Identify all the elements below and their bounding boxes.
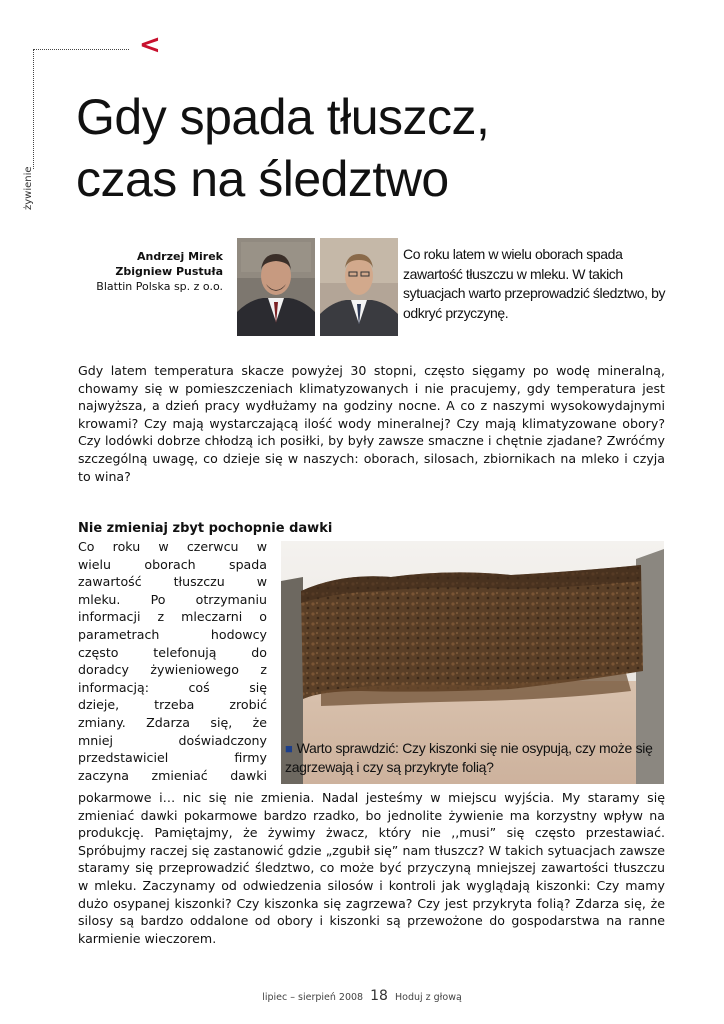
paragraph-2-line: Co roku w czerwcu w [78,539,267,554]
author-photo-1 [237,238,315,336]
author-name-1: Andrzej Mirek [136,250,223,263]
side-dotted-rule [33,49,34,169]
author-block [60,249,223,294]
photo-caption [285,739,665,777]
paragraph-2-line: dzieje, trzeba zrobić [78,697,267,713]
article-title [76,86,489,210]
top-dotted-rule [33,49,129,50]
paragraph-2-line: parametrach hodowcy [78,626,267,642]
title-line-1: Gdy spada tłuszcz, [76,89,490,145]
body-paragraph-1: Gdy latem temperatura skacze powyżej 30 stopni, często sięgamy po wodę mineralną, chowamy się w pomieszczeniach klimatyzowanych i nie pracujemy, gdy temperatura jest najwyższa, a dzień pracy wydłużamy na godziny nocne. A co z naszymi wysokowydajnymi krowami? Czy mają wystarczającą ilość wody mineralnej? Czy mają klimatyzowane obory? Czy lodówki dobrze chłodzą ich posiłki, by były zawsze smaczne i chętnie zjadane? Zwróćmy szczególną uwagę, co dzieje się w naszych: oborach, silosach, zbiornikach na mleko i czyja to wina? [78,363,665,484]
author-name-2: Zbigniew Pustuła [115,265,223,278]
paragraph-2-line: mniej doświadczony [78,732,267,748]
paragraph-2-line: zmiany. Zdarza się, że [78,714,267,730]
title-line-2: czas na śledztwo [76,151,449,207]
page-number: 18 [370,988,388,1004]
chevron-left-icon: < [139,30,161,60]
author-company: Blattin Polska sp. z o.o. [96,280,223,293]
section-label: żywienie [23,166,34,210]
caption-square-icon: ■ [285,741,293,756]
paragraph-2-line: często telefonują do [78,644,267,660]
paragraph-2-line: przedstawiciel firmy [78,750,267,766]
paragraph-2-line: mleku. Po otrzymaniu [78,591,267,607]
article-lead: Co roku latem w wielu oborach spada zawartość tłuszczu w mleku. W takich sytuacjach warto przeprowadzić śledztwo, by odkryć przyczynę. [403,246,666,321]
paragraph-2-line: zawartość tłuszczu w [78,574,267,590]
author-photo-2 [320,238,398,336]
paragraph-2-line: zaczyna zmieniać dawki [78,767,267,783]
paragraph-2-line: wielu oborach spada [78,556,267,572]
paragraph-2-line: doradcy żywieniowego z [78,662,267,678]
photo-caption-text: Warto sprawdzić: Czy kiszonki się nie osypują, czy może się zagrzewają i czy są przykryte folią? [285,740,653,775]
body-paragraph-3: pokarmowe i… nic się nie zmienia. Nadal jesteśmy w miejscu wyjścia. My staramy się zmieniać dawki pokarmowe bardzo rzadko, bo jednolite żywienie ma korzystny wpływ na produkcję. Pamiętajmy, że żywimy żwacz, który nie ,,musi” się często przestawiać. Spróbujmy raczej się zastanowić gdzie „zgubił się” nam tłuszcz? W takich sytuacjach zawsze staramy się przeprowadzić śledztwo, co może być przyczyną mniejszej zawartości tłuszczu w mleku. Zaczynamy od odwiedzenia silosów i kontroli jak wyglądają kiszonki: Czy mamy dużo osypanej kiszonki? Czy kiszonka się zagrzewa? Czy jest przykryta folią? Zdarza się, że silosy są bardzo oddalone od obory i kiszonki są przewożone do gospodarstwa na ranne karmienie wieczorem. [78,790,665,946]
subheading: Nie zmieniaj zbyt pochopnie dawki [78,521,333,536]
footer-magazine: Hoduj z głową [394,992,462,1003]
paragraph-2-line: informacji z mleczarni o [78,609,267,625]
body-paragraph-2 [78,538,267,784]
footer-issue: lipiec – sierpień 2008 [262,992,364,1003]
page-footer [0,988,724,1004]
paragraph-2-line: informacją: coś się [78,679,267,695]
